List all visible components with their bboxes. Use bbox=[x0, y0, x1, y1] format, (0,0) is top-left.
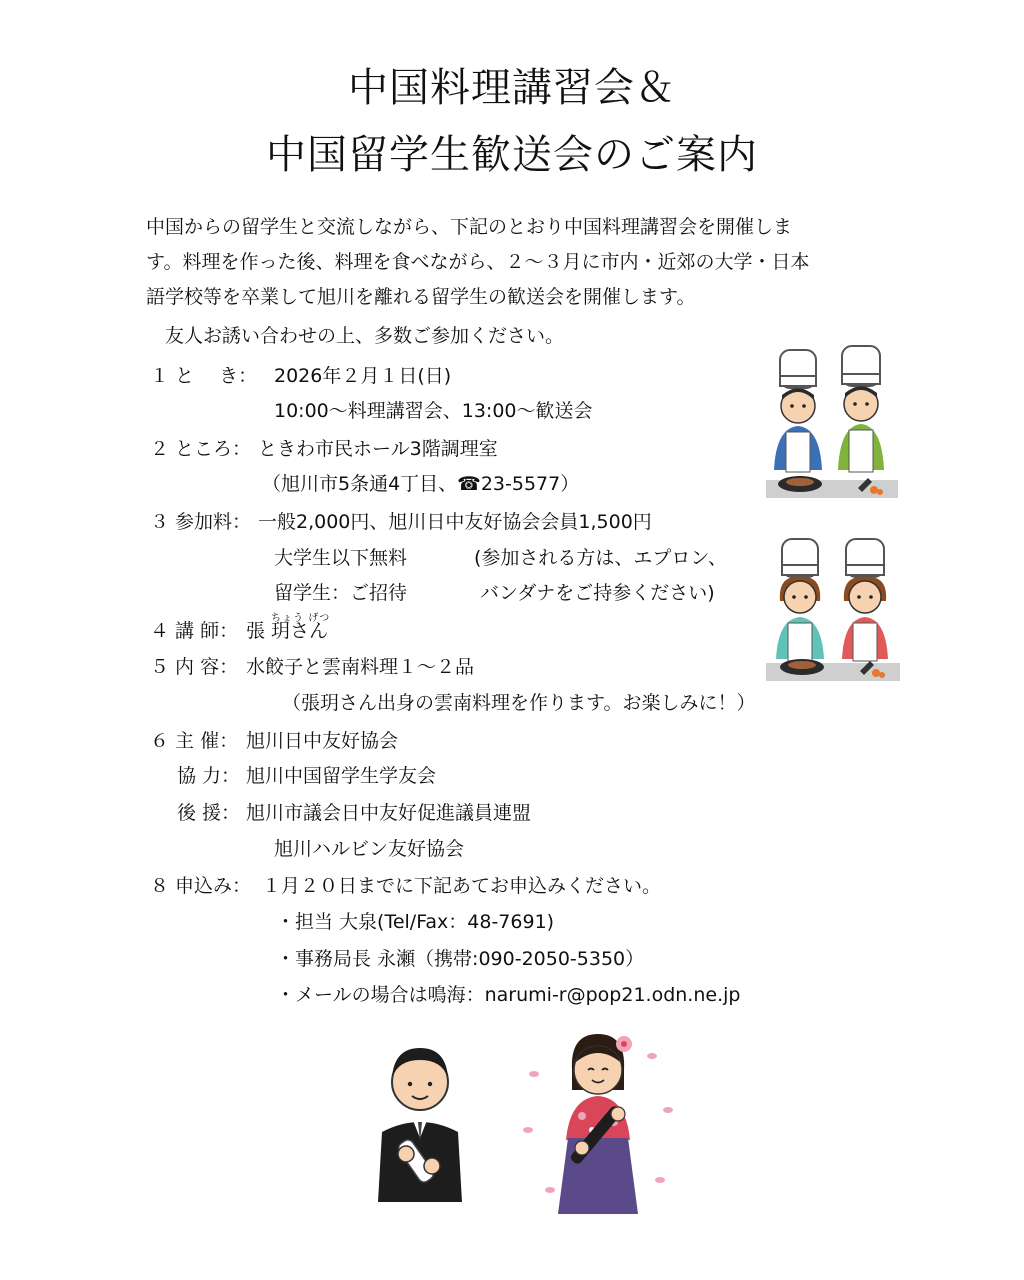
fee-note-line2: バンダナをご持参ください) bbox=[480, 582, 715, 604]
graduate-boy-illustration bbox=[372, 1042, 468, 1202]
time-label: １ と き： bbox=[150, 365, 258, 387]
intro-line: す。料理を作った後、料理を食べながら、２～３月に市内・近郊の大学・日本 bbox=[146, 251, 810, 273]
intro-paragraph bbox=[146, 210, 896, 354]
teacher-surname: 張 bbox=[246, 620, 272, 642]
chef-girls-illustration bbox=[764, 535, 904, 685]
teacher-label: ４ 講 師： bbox=[150, 620, 239, 642]
place-label: ２ ところ： bbox=[150, 438, 252, 460]
contact-line-1: ・担当 大泉(Tel/Fax：48-7691) bbox=[276, 911, 555, 933]
teacher-suffix: さん bbox=[290, 620, 329, 642]
apply-label: ８ 申込み： bbox=[150, 875, 252, 897]
contact-line-3: ・メールの場合は鳴海：narumi-r@pop21.odn.ne.jp bbox=[276, 984, 741, 1006]
teacher-ruby: ちょう げつ bbox=[271, 613, 331, 624]
content-note: （張玥さん出身の雲南料理を作ります。お楽しみに！） bbox=[282, 692, 756, 714]
coop-label: 協 力： bbox=[177, 765, 241, 787]
time-detail: 10:00～料理講習会、13:00～歓送会 bbox=[274, 400, 593, 422]
content-main: 水餃子と雲南料理１～２品 bbox=[246, 656, 475, 678]
chef-boys-illustration bbox=[762, 340, 902, 505]
fee-note-line1: (参加される方は、エプロン、 bbox=[474, 547, 727, 569]
page-title-line2: 中国留学生歓送会のご案内 bbox=[266, 132, 758, 178]
fee-general: 一般2,000円、旭川日中友好協会会員1,500円 bbox=[258, 511, 652, 533]
intro-line: 友人お誘い合わせの上、多数ご参加ください。 bbox=[146, 325, 565, 347]
teacher-given: 玥 bbox=[271, 620, 291, 642]
graduate-girl-illustration bbox=[520, 1030, 680, 1215]
page-title-line1: 中国料理講習会＆ bbox=[348, 65, 676, 111]
apply-deadline: １月２０日までに下記あてお申込みください。 bbox=[262, 875, 662, 897]
fee-student: 大学生以下無料 bbox=[274, 547, 408, 569]
fee-label: ３ 参加料： bbox=[150, 511, 252, 533]
fee-international: 留学生：ご招待 bbox=[274, 582, 408, 604]
place-name: ときわ市民ホール3階調理室 bbox=[258, 438, 498, 460]
time-date: 2026年２月１日(日) bbox=[274, 365, 452, 387]
host-name: 旭川日中友好協会 bbox=[246, 730, 399, 752]
coop-name: 旭川中国留学生学友会 bbox=[246, 765, 437, 787]
intro-line: 語学校等を卒業して旭川を離れる留学生の歓送会を開催します。 bbox=[146, 286, 696, 308]
contact-line-2: ・事務局長 永瀬（携帯:090-2050-5350） bbox=[276, 948, 645, 970]
support-label: 後 援： bbox=[177, 802, 241, 824]
intro-line: 中国からの留学生と交流しながら、下記のとおり中国料理講習会を開催しま bbox=[146, 216, 793, 238]
support-name-1: 旭川市議会日中友好促進議員連盟 bbox=[246, 802, 532, 824]
place-detail: （旭川市5条通4丁目、☎23-5577） bbox=[262, 473, 580, 495]
teacher-name bbox=[246, 613, 331, 644]
host-label: ６ 主 催： bbox=[150, 730, 239, 752]
support-name-2: 旭川ハルビン友好協会 bbox=[274, 838, 465, 860]
content-label: ５ 内 容： bbox=[150, 656, 239, 678]
